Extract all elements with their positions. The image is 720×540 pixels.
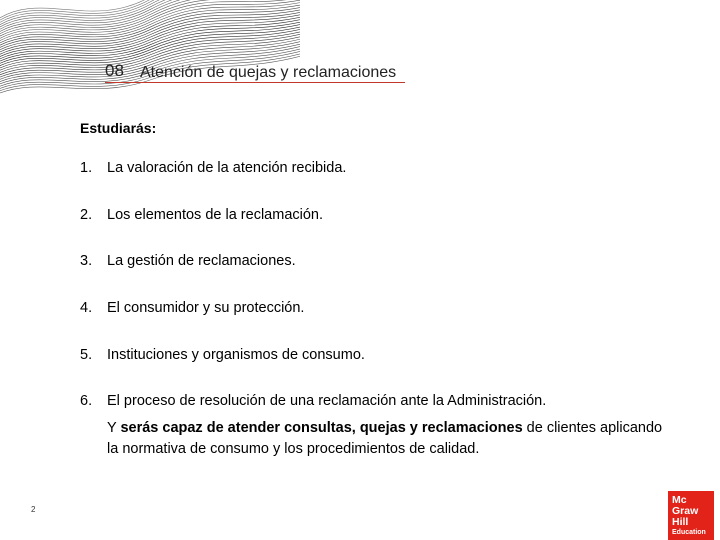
logo-text: Hill (672, 516, 689, 528)
page-number: 2 (31, 505, 36, 514)
chapter-number: 08 (105, 61, 124, 80)
summary-bold-text: serás capaz de (120, 420, 224, 436)
list-item (80, 160, 546, 207)
item-text: Instituciones y organismos de consumo. (107, 346, 365, 363)
summary-text: Y (107, 420, 121, 436)
item-number: 6. (80, 393, 93, 410)
summary-paragraph (107, 418, 667, 460)
item-number: 4. (80, 300, 93, 317)
logo-text: Mc (672, 494, 687, 506)
item-text: El proceso de resolución de una reclamación ante la Administración. (107, 393, 547, 410)
list-item (80, 300, 546, 347)
list-item (80, 253, 546, 300)
summary-bold-text: atender consultas, quejas y reclamaciones (227, 420, 523, 436)
item-text: La gestión de reclamaciones. (107, 253, 296, 270)
wave-decoration (0, 0, 300, 100)
objectives-list (80, 160, 546, 440)
intro-label: Estudiarás: (80, 120, 157, 136)
title-underline (105, 82, 405, 83)
chapter-title: Atención de quejas y reclamaciones (140, 64, 397, 81)
item-number: 5. (80, 346, 93, 363)
mcgraw-hill-logo (668, 491, 714, 540)
item-number: 2. (80, 206, 93, 223)
list-item (80, 207, 546, 254)
item-text: El consumidor y su protección. (107, 300, 305, 317)
chapter-header (105, 60, 405, 84)
item-number: 1. (80, 160, 93, 176)
item-text: La valoración de la atención recibida. (107, 160, 347, 176)
item-text: Los elementos de la reclamación. (107, 206, 324, 223)
item-number: 3. (80, 253, 93, 270)
logo-text: Graw (672, 505, 699, 517)
list-item (80, 347, 546, 394)
summary-text: de clientes aplicando la normativa de consumo y los procedimientos de calidad. (107, 420, 663, 457)
logo-text: Education (672, 529, 706, 536)
